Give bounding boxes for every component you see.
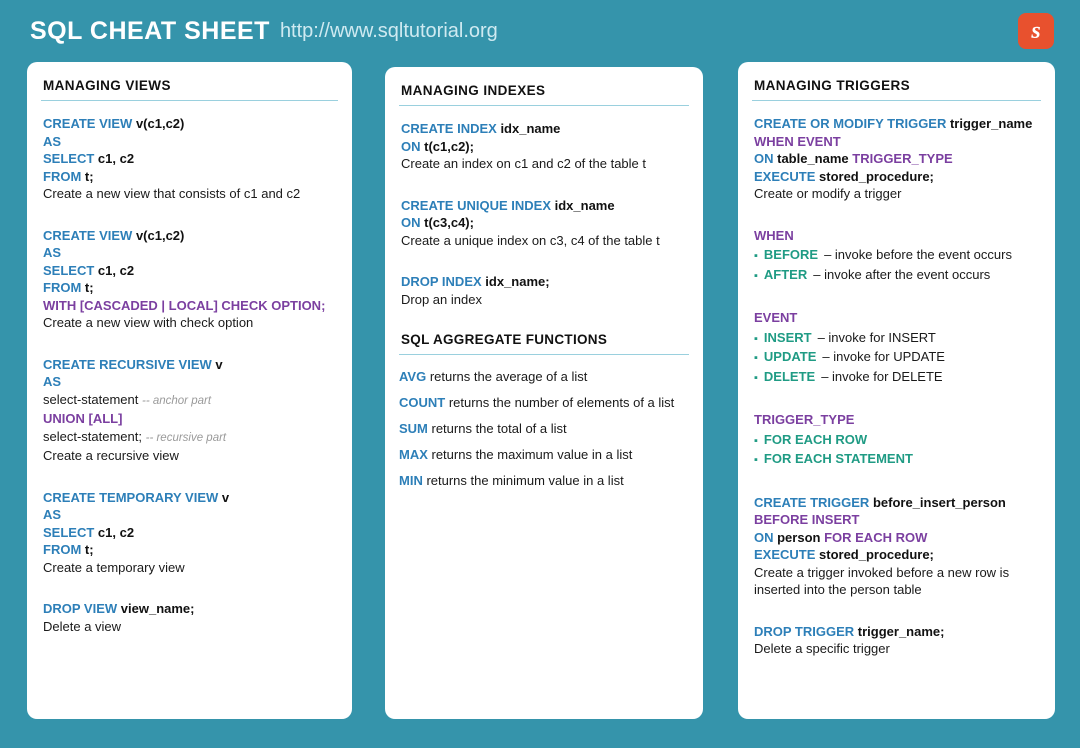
option-description: – invoke for INSERT — [817, 329, 936, 345]
code-token: Create a unique index on c3, c4 of the table t — [401, 232, 660, 248]
code-line — [754, 546, 1041, 564]
code-line — [401, 138, 689, 156]
code-line — [43, 447, 338, 465]
code-token: CREATE TRIGGER — [754, 494, 870, 510]
code-line — [43, 227, 338, 245]
code-token: t(c1,c2); — [420, 138, 474, 154]
code-token: FROM — [43, 168, 82, 184]
option-item — [754, 431, 1041, 451]
code-token: c1, c2 — [94, 262, 135, 278]
code-line — [754, 494, 1041, 512]
code-line — [754, 511, 1041, 529]
code-line — [43, 428, 338, 448]
code-line — [43, 279, 338, 297]
code-block — [43, 489, 338, 577]
code-token: AS — [43, 133, 62, 149]
code-line — [43, 115, 338, 133]
option-item — [754, 266, 1041, 286]
option-group — [754, 227, 1041, 286]
code-block — [401, 120, 689, 173]
code-token: FOR EACH ROW — [824, 529, 928, 545]
code-token: trigger_name — [946, 116, 1033, 131]
code-token: WITH [CASCADED | LOCAL] CHECK OPTION; — [43, 297, 326, 313]
code-line — [43, 185, 338, 203]
option-item — [754, 246, 1041, 266]
option-group-title: EVENT — [754, 310, 798, 325]
code-line — [754, 133, 1041, 151]
code-line — [754, 115, 1041, 133]
code-token: select-statement; — [43, 428, 146, 444]
code-line — [754, 185, 1041, 203]
code-line — [754, 529, 1041, 547]
code-line — [401, 291, 689, 309]
code-token: CREATE UNIQUE INDEX — [401, 197, 551, 213]
option-description: – invoke after the event occurs — [813, 266, 991, 282]
site-logo-icon: s — [1018, 13, 1054, 49]
function-description: returns the total of a list — [427, 421, 567, 436]
option-description: – invoke for UPDATE — [822, 349, 945, 364]
card-managing-views — [27, 62, 352, 719]
code-line — [43, 297, 338, 315]
code-token: CREATE OR MODIFY TRIGGER — [754, 116, 947, 131]
bullet-icon: ▪ — [754, 352, 758, 364]
code-line — [754, 168, 1041, 186]
code-line — [401, 214, 689, 232]
bullet-icon: ▪ — [754, 332, 758, 345]
code-token: AS — [43, 374, 62, 389]
code-token: CREATE RECURSIVE VIEW — [43, 356, 212, 372]
code-token: Create an index on c1 and c2 of the table t — [401, 156, 647, 171]
code-token: Drop an index — [401, 291, 482, 307]
code-token: EXECUTE — [754, 547, 816, 562]
code-line — [43, 244, 338, 262]
code-token: t; — [81, 280, 94, 295]
trigger-option-groups — [752, 227, 1041, 470]
page-title: SQL CHEAT SHEET — [30, 16, 270, 45]
option-keyword: DELETE — [763, 368, 816, 384]
code-line — [43, 356, 338, 374]
code-token: AS — [43, 245, 62, 260]
function-name: SUM — [399, 421, 428, 436]
code-block — [43, 227, 338, 332]
code-line — [754, 564, 1041, 582]
function-name: COUNT — [399, 395, 446, 410]
code-line — [43, 150, 338, 168]
option-item — [754, 450, 1041, 470]
code-line — [401, 120, 689, 138]
code-token: BEFORE INSERT — [754, 512, 860, 527]
code-block — [43, 356, 338, 465]
views-blocks — [41, 115, 338, 635]
code-token: v(c1,c2) — [132, 227, 185, 243]
aggregate-function-list — [399, 369, 689, 488]
function-description: returns the average of a list — [426, 369, 588, 384]
code-token: t(c3,c4); — [420, 215, 474, 230]
code-token: Create a recursive view — [43, 448, 179, 463]
card-managing-triggers — [738, 62, 1055, 719]
bullet-icon: ▪ — [754, 454, 758, 466]
option-description: – invoke for DELETE — [821, 368, 943, 384]
code-token: c1, c2 — [94, 524, 135, 540]
bullet-icon: ▪ — [754, 250, 758, 262]
code-line — [43, 541, 338, 559]
code-token: trigger_name; — [854, 623, 945, 639]
code-token: ON — [754, 529, 774, 545]
code-token: Create a new view with check option — [43, 315, 254, 330]
columns-container — [0, 62, 1080, 748]
triggers-blocks-2 — [752, 494, 1041, 658]
code-token: inserted into the person table — [754, 582, 922, 597]
bullet-icon: ▪ — [754, 371, 758, 384]
code-token: SELECT — [43, 524, 95, 540]
code-token: UNION [ALL] — [43, 411, 123, 426]
code-token: WHEN EVENT — [754, 133, 841, 149]
code-token: SELECT — [43, 262, 95, 278]
indexes-blocks — [399, 120, 689, 308]
function-description: returns the maximum value in a list — [427, 447, 633, 462]
code-token: person — [773, 529, 825, 545]
code-line — [43, 506, 338, 524]
code-block — [43, 115, 338, 203]
code-line — [43, 314, 338, 332]
code-token: -- recursive part — [145, 431, 227, 444]
code-token: CREATE VIEW — [43, 116, 133, 131]
aggregate-function-row — [399, 421, 689, 436]
code-token: table_name — [773, 151, 853, 166]
code-token: Delete a specific trigger — [754, 641, 890, 656]
code-token: stored_procedure; — [815, 547, 934, 562]
code-token: Create a temporary view — [43, 559, 185, 575]
code-line — [401, 197, 689, 215]
code-block — [754, 115, 1041, 203]
code-line — [754, 150, 1041, 168]
code-line — [43, 133, 338, 151]
code-token: AS — [43, 507, 62, 522]
function-name: MAX — [399, 447, 428, 462]
option-group — [754, 309, 1041, 387]
triggers-blocks — [752, 115, 1041, 203]
option-group-title: WHEN — [754, 227, 794, 243]
card-managing-indexes — [385, 67, 703, 719]
option-group-title: TRIGGER_TYPE — [754, 412, 855, 427]
code-line — [401, 155, 689, 173]
code-token: v(c1,c2) — [132, 116, 185, 131]
aggregate-function-row — [399, 395, 689, 410]
code-token: -- anchor part — [142, 394, 212, 407]
code-line — [754, 640, 1041, 658]
card-title-views: MANAGING VIEWS — [41, 78, 338, 101]
code-token: stored_procedure; — [815, 168, 934, 184]
code-token: TRIGGER_TYPE — [852, 151, 953, 166]
code-token: idx_name — [496, 121, 561, 136]
code-line — [401, 273, 689, 291]
code-token: CREATE TEMPORARY VIEW — [43, 489, 219, 505]
code-token: CREATE VIEW — [43, 227, 133, 243]
code-token: FROM — [43, 542, 82, 557]
code-token: Create a new view that consists of c1 and c2 — [43, 186, 301, 201]
option-description: – invoke before the event occurs — [824, 247, 1012, 262]
section-title-aggregate-functions: SQL AGGREGATE FUNCTIONS — [399, 332, 689, 355]
aggregate-function-row — [399, 447, 689, 462]
code-token: SELECT — [43, 151, 95, 166]
code-token: ON — [754, 151, 774, 166]
code-line — [43, 600, 338, 618]
code-line — [43, 489, 338, 507]
site-url[interactable]: http://www.sqltutorial.org — [279, 19, 498, 42]
code-token: DROP INDEX — [401, 274, 482, 289]
page-header — [0, 0, 1080, 62]
aggregate-function-row — [399, 473, 689, 488]
code-token: Delete a view — [43, 618, 122, 634]
code-token: DROP VIEW — [43, 601, 118, 616]
code-line — [754, 623, 1041, 641]
code-token: Create a trigger invoked before a new row is — [754, 564, 1010, 580]
code-token: select-statement — [43, 391, 142, 407]
bullet-icon: ▪ — [754, 434, 758, 447]
function-name: AVG — [399, 369, 427, 384]
code-token: DROP TRIGGER — [754, 623, 855, 639]
option-keyword: INSERT — [763, 329, 812, 345]
code-token: Create or modify a trigger — [754, 186, 902, 201]
function-description: returns the minimum value in a list — [422, 473, 624, 488]
function-name: MIN — [399, 473, 423, 488]
bullet-icon: ▪ — [754, 269, 758, 282]
option-keyword: FOR EACH STATEMENT — [763, 451, 913, 466]
code-token: ON — [401, 215, 421, 230]
code-block — [754, 494, 1041, 599]
code-token: FROM — [43, 280, 82, 295]
option-item — [754, 348, 1041, 368]
option-keyword: AFTER — [763, 266, 808, 282]
option-group — [754, 411, 1041, 470]
code-token: idx_name — [551, 197, 615, 213]
code-line — [43, 373, 338, 391]
code-token: view_name; — [117, 601, 195, 616]
code-line — [43, 168, 338, 186]
code-token: idx_name; — [481, 274, 550, 289]
card-title-indexes: MANAGING INDEXES — [399, 83, 689, 106]
code-token: c1, c2 — [94, 151, 135, 166]
code-block — [43, 600, 338, 635]
code-token: v — [218, 489, 230, 505]
code-line — [43, 410, 338, 428]
code-line — [43, 618, 338, 636]
code-block — [754, 623, 1041, 658]
aggregate-function-row — [399, 369, 689, 384]
code-token: v — [211, 356, 223, 372]
card-title-triggers: MANAGING TRIGGERS — [752, 78, 1041, 101]
code-line — [43, 524, 338, 542]
code-line — [43, 391, 338, 411]
function-description: returns the number of elements of a list — [445, 395, 675, 410]
option-keyword: FOR EACH ROW — [763, 431, 868, 447]
code-block — [401, 197, 689, 250]
code-token: t; — [81, 168, 94, 184]
code-token: t; — [81, 542, 94, 557]
code-line — [401, 232, 689, 250]
code-token: EXECUTE — [754, 168, 816, 184]
code-line — [43, 559, 338, 577]
code-line — [754, 581, 1041, 599]
code-line — [43, 262, 338, 280]
option-keyword: BEFORE — [763, 247, 819, 262]
option-item — [754, 329, 1041, 349]
option-item — [754, 368, 1041, 388]
code-block — [401, 273, 689, 308]
code-token: ON — [401, 138, 421, 154]
code-token: before_insert_person — [869, 494, 1006, 510]
code-token: CREATE INDEX — [401, 121, 497, 136]
option-keyword: UPDATE — [763, 349, 817, 364]
